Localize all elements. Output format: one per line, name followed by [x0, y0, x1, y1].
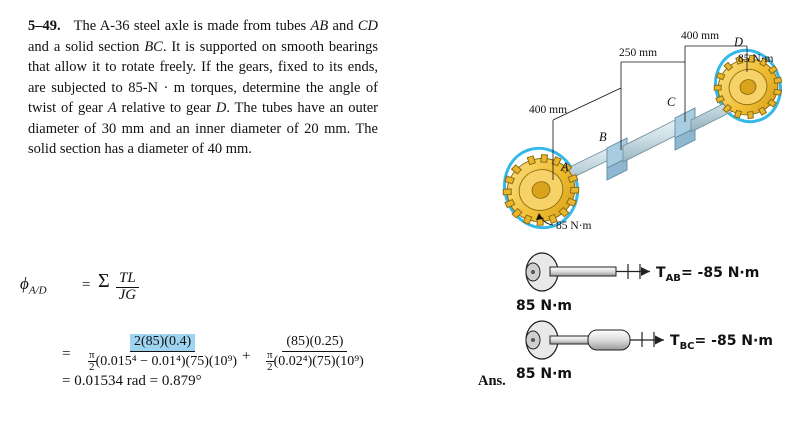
- solution-block: [20, 268, 450, 389]
- second-term-fraction: [266, 334, 364, 373]
- fbd-bottom: [516, 321, 773, 382]
- fbd-bottom-applied-torque: 85 N·m: [516, 366, 572, 382]
- equals-sign-1: =: [82, 277, 91, 293]
- free-body-diagrams: [500, 248, 800, 408]
- fraction-numerator: TL: [116, 270, 139, 288]
- final-result: = 0.01534 rad = 0.879°: [62, 373, 202, 389]
- point-D-label: D: [734, 35, 744, 49]
- phi-symbol: $\phi_{A/D}$: [20, 274, 47, 297]
- fbd-bottom-torque-expr: $T_{BC}= -85$ N·m: [670, 333, 773, 352]
- problem-number-label: 5–49.: [28, 18, 61, 34]
- fbd-top-torque-expr: $T_{AB}= -85$ N·m: [656, 265, 760, 284]
- second-term-denominator: $\frac{\pi}{2}$ (0.02⁴)(75)(10⁹): [267, 349, 364, 373]
- first-term-numerator: 2(85)(0.4): [130, 334, 195, 352]
- point-B-label: B: [599, 130, 607, 144]
- sigma-symbol: Σ: [98, 270, 110, 292]
- phi-equation-row: [20, 268, 450, 308]
- problem-body: The A-36 steel axle is made from tubes AB and CD and a solid section BC. It is supported on smooth bearings that allow it to rotate freely. If the gears, fixed to its ends, are subjected to 85-N · m torques, determine the angle of twist of gear A relative to gear D. The tubes have an outer diameter of 30 mm and an inner diameter of 20 mm. The solid section has a diameter of 40 mm.: [28, 18, 379, 158]
- solid-section-BC: [623, 116, 683, 162]
- point-A-label: A: [561, 160, 569, 174]
- second-term-numerator: (85)(0.25): [282, 334, 347, 352]
- first-term-fraction: [88, 334, 237, 373]
- plus-sign: +: [242, 348, 251, 364]
- first-term-denominator: $\frac{\pi}{2}$ (0.015⁴ − 0.01⁴)(75)(10⁹): [89, 349, 238, 373]
- point-C-label: C: [667, 95, 676, 109]
- fraction-denominator: JG: [118, 287, 137, 303]
- ans-label: Ans.: [478, 373, 506, 389]
- dim-400mm-left-label: 400 mm: [529, 104, 568, 116]
- torque-left-label: 85 N·m: [556, 220, 592, 232]
- torque-right-label: 85 N·m: [738, 53, 774, 65]
- TL-over-JG-fraction: [116, 270, 139, 304]
- fbd-top: [516, 253, 759, 314]
- equals-sign-2: =: [62, 346, 71, 362]
- axle-figure: [495, 10, 795, 240]
- dim-250mm-label: 250 mm: [619, 47, 658, 59]
- dim-400mm-right-label: 400 mm: [681, 30, 720, 42]
- fbd-top-applied-torque: 85 N·m: [516, 298, 572, 314]
- problem-statement: [28, 16, 378, 160]
